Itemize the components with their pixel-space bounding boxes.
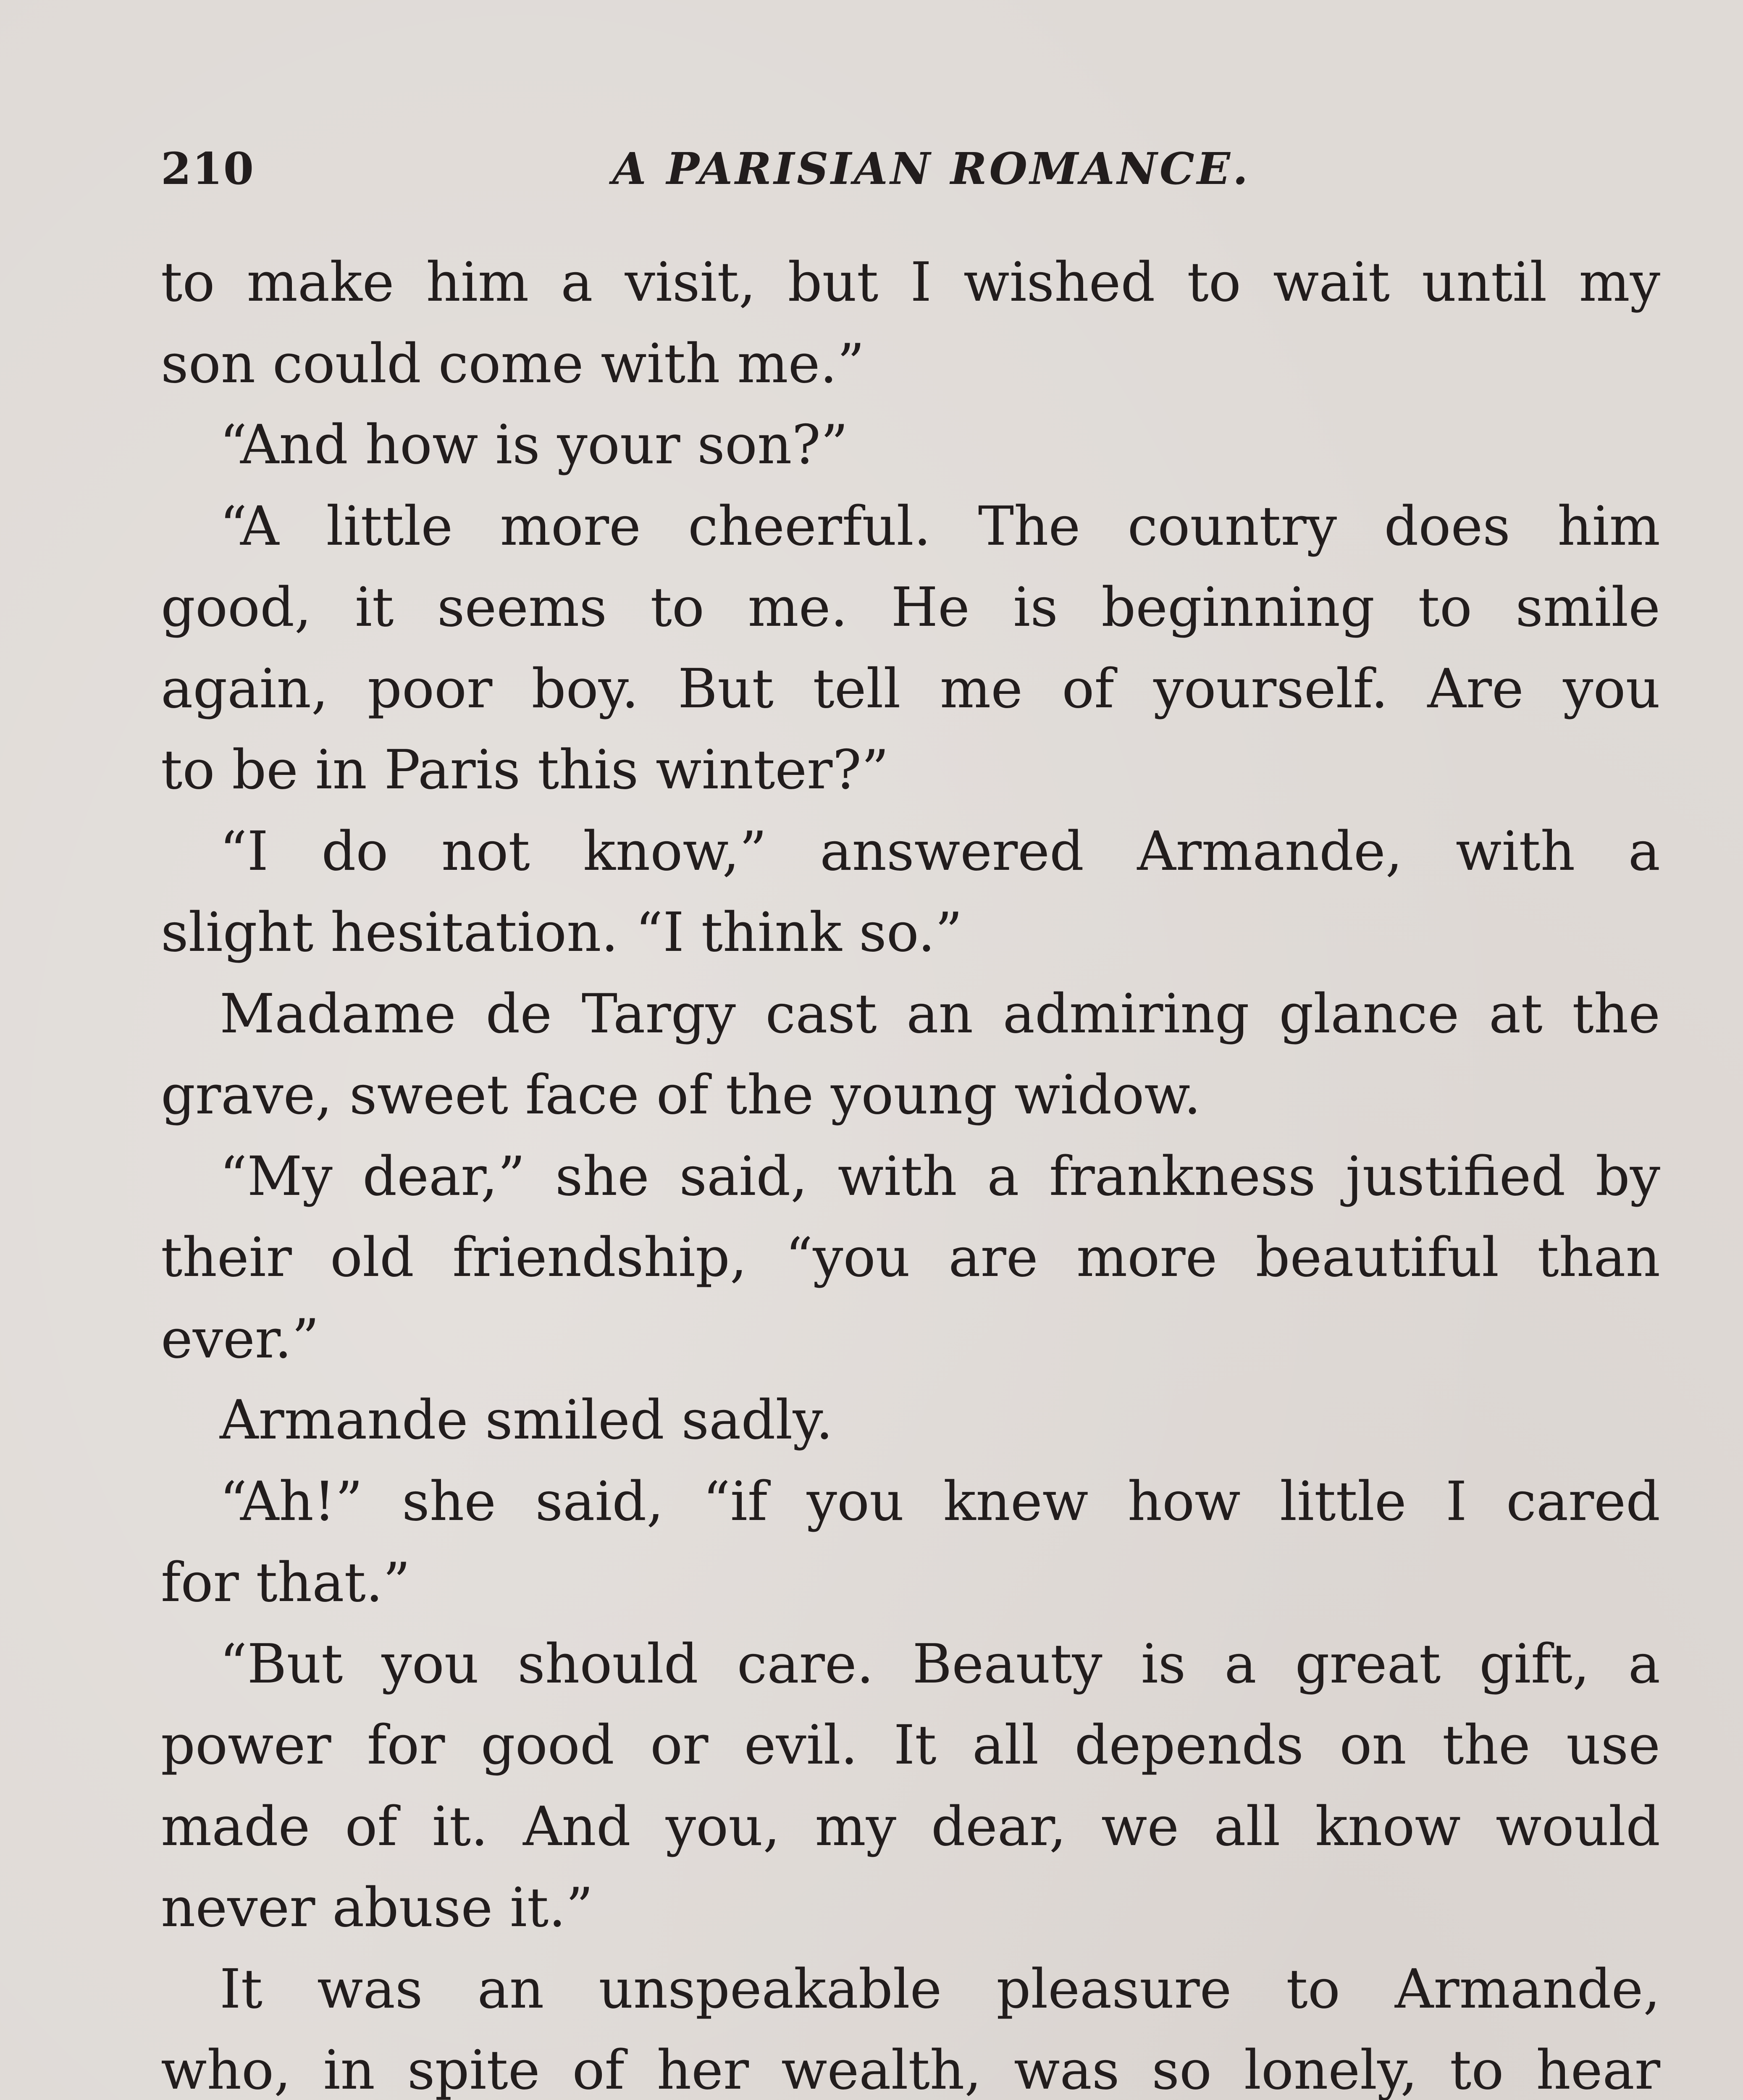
text-line: “And how is your son?” [220, 414, 848, 476]
body-text [161, 242, 1660, 2100]
text-line: never abuse it.” [161, 1877, 593, 1939]
text-line: power for good or evil. It all depends on the use [161, 1714, 1660, 1777]
text-line: “A little more cheerful. The country does him [220, 495, 1660, 558]
text-line: to be in Paris this winter?” [161, 739, 889, 801]
text-line: “Ah!” she said, “if you knew how little I cared [220, 1470, 1660, 1533]
running-head [161, 134, 1660, 202]
text-line: ever.” [161, 1307, 320, 1370]
text-line: for that.” [161, 1551, 411, 1614]
text-line: Armande smiled sadly. [220, 1389, 833, 1452]
running-title: A PARISIAN ROMANCE. [612, 143, 1251, 194]
text-line: made of it. And you, my dear, we all know would [161, 1795, 1660, 1858]
text-line: “My dear,” she said, with a frankness justified by [220, 1145, 1660, 1208]
text-line: “I do not know,” answered Armande, with a [220, 820, 1660, 883]
text-line: son could come with me.” [161, 332, 865, 395]
page-number: 210 [161, 143, 255, 194]
text-line: Madame de Targy cast an admiring glance at the [220, 982, 1660, 1045]
text-line: good, it seems to me. He is beginning to smile [161, 576, 1660, 639]
text-line: their old friendship, “you are more beautiful than [161, 1226, 1660, 1289]
text-line: slight hesitation. “I think so.” [161, 901, 963, 964]
text-line: grave, sweet face of the young widow. [161, 1064, 1201, 1126]
text-line: to make him a visit, but I wished to wait until my [161, 251, 1660, 314]
text-line: “But you should care. Beauty is a great gift, a [220, 1633, 1660, 1696]
text-line: who, in spite of her wealth, was so lonely, to hear [161, 2039, 1660, 2100]
text-line: again, poor boy. But tell me of yourself. Are you [161, 657, 1660, 720]
text-line: It was an unspeakable pleasure to Armande, [220, 1958, 1660, 2021]
